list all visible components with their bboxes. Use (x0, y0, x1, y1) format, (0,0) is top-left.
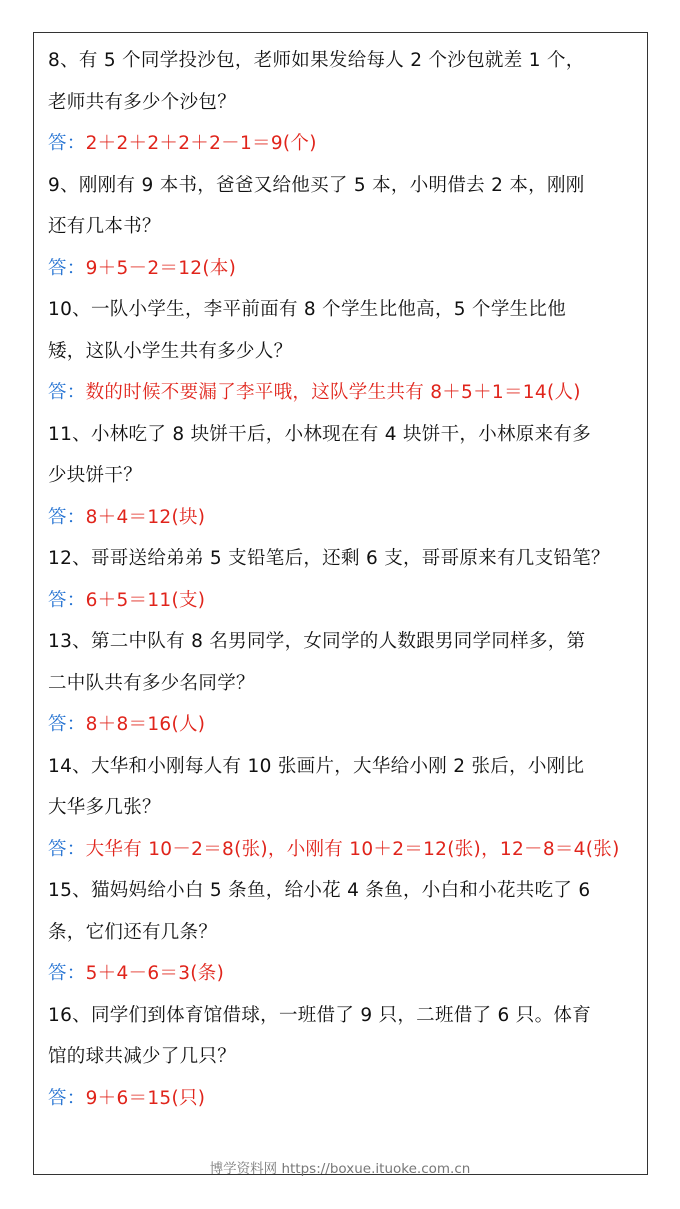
answer-line (48, 953, 648, 995)
answer-text: 大华有 10－2＝8(张)，小刚有 10＋2＝12(张)，12－8＝4(张) (85, 838, 620, 860)
question-line: 条，它们还有几条？ (48, 921, 218, 943)
answer-label: 答： (48, 382, 86, 403)
question-line: 9、刚刚有 9 本书，爸爸又给他买了 5 本，小明借去 2 本，刚刚 (48, 174, 585, 196)
question-line: 矮，这队小学生共有多少人？ (48, 340, 293, 362)
answer-label: 答： (48, 838, 86, 860)
footer-watermark: 博学资料网 https://boxue.ituoke.com.cn (209, 1161, 471, 1177)
problem-16 (48, 995, 648, 1120)
problem-9 (48, 165, 648, 290)
question-line: 还有几本书？ (48, 216, 161, 237)
problem-8 (48, 40, 648, 165)
answer-line (48, 829, 648, 871)
problem-15 (48, 870, 648, 995)
answer-label: 答： (48, 963, 86, 984)
question-line: 少块饼干？ (48, 465, 143, 486)
answer-text: 数的时候不要漏了李平哦，这队学生共有 8＋5＋1＝14(人) (85, 382, 581, 403)
question-line: 二中队共有多少名同学？ (48, 672, 255, 694)
answer-line (48, 248, 648, 290)
problem-10 (48, 289, 648, 414)
problem-12 (48, 538, 648, 621)
question-line: 13、第二中队有 8 名男同学，女同学的人数跟男同学同样多，第 (48, 631, 586, 652)
question-line: 16、同学们到体育馆借球，一班借了 9 只，二班借了 6 只。体育 (48, 1004, 592, 1026)
answer-label: 答： (48, 1087, 86, 1109)
question-line: 大华多几张？ (48, 797, 161, 818)
problem-14 (48, 746, 648, 871)
answer-label: 答： (48, 589, 86, 611)
answer-label: 答： (48, 714, 86, 735)
question-line: 11、小林吃了 8 块饼干后，小林现在有 4 块饼干，小林原来有多 (48, 423, 592, 445)
answer-text: 8＋4＝12(块) (85, 506, 206, 528)
question-line: 12、哥哥送给弟弟 5 支铅笔后，还剩 6 支，哥哥原来有几支铅笔？ (48, 548, 610, 569)
answer-label: 答： (48, 506, 86, 528)
answer-line (48, 123, 648, 165)
question-line: 老师共有多少个沙包？ (48, 91, 237, 113)
answer-text: 5＋4－6＝3(条) (85, 963, 225, 984)
answer-text: 9＋5－2＝12(本) (85, 257, 237, 279)
answer-label: 答： (48, 133, 86, 154)
answer-line (48, 704, 648, 746)
question-line: 10、一队小学生，李平前面有 8 个学生比他高，5 个学生比他 (48, 299, 567, 320)
answer-line (48, 1078, 648, 1120)
answer-text: 2＋2＋2＋2＋2－1＝9(个) (85, 133, 317, 154)
answer-line (48, 497, 648, 539)
problem-11 (48, 414, 648, 539)
problem-13 (48, 621, 648, 746)
answer-text: 8＋8＝16(人) (85, 714, 206, 735)
answer-text: 9＋6＝15(只) (85, 1087, 206, 1109)
question-line: 8、有 5 个同学投沙包，老师如果发给每人 2 个沙包就差 1 个， (48, 50, 585, 71)
question-line: 15、猫妈妈给小白 5 条鱼，给小花 4 条鱼，小白和小花共吃了 6 (48, 880, 591, 901)
answer-line (48, 580, 648, 622)
question-line: 14、大华和小刚每人有 10 张画片，大华给小刚 2 张后，小刚比 (48, 755, 585, 777)
answer-label: 答： (48, 257, 86, 279)
answer-text: 6＋5＝11(支) (85, 589, 206, 611)
problem-list (48, 40, 648, 1119)
answer-line (48, 372, 648, 414)
question-line: 馆的球共减少了几只？ (48, 1046, 237, 1067)
